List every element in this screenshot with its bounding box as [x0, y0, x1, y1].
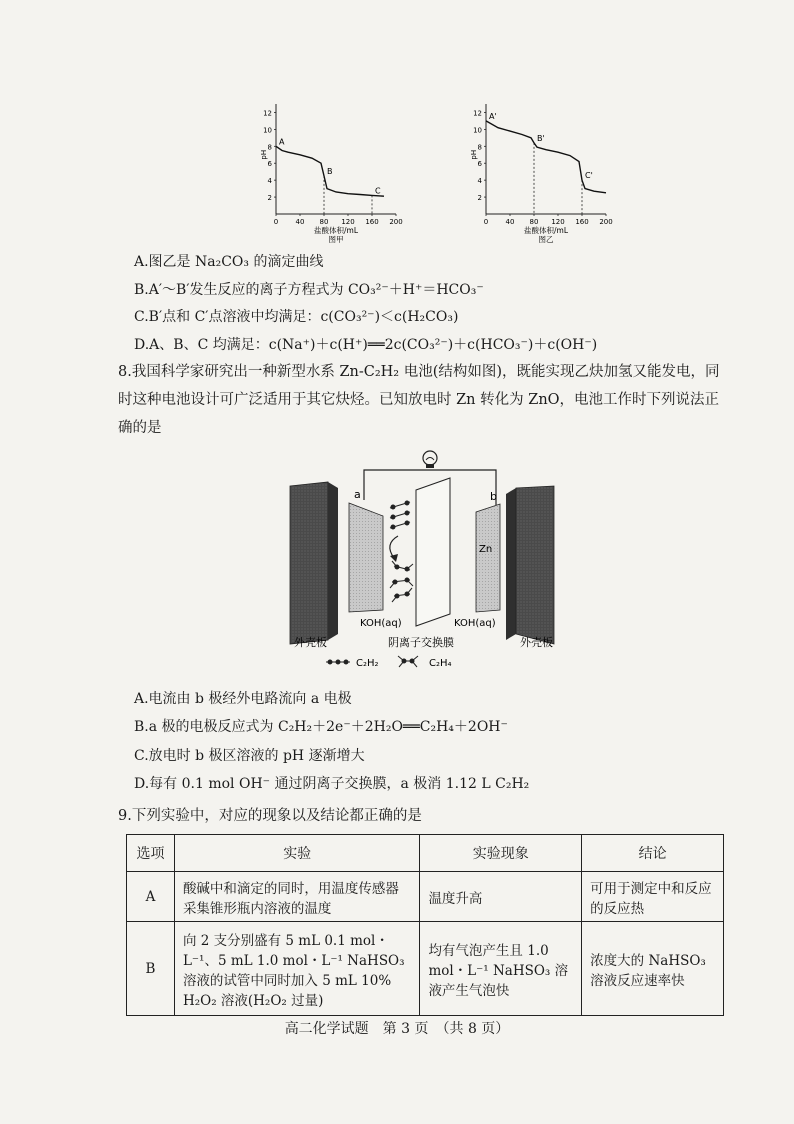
y-tick-label: 2 [477, 194, 482, 203]
header-experiment: 实验 [174, 835, 420, 872]
experiment-table [126, 834, 724, 1016]
header-conclusion: 结论 [582, 835, 724, 872]
electrode-b [476, 504, 500, 612]
zn-label: Zn [479, 544, 493, 555]
shell-right-label: 外壳板 [520, 636, 553, 649]
row-a-phenomenon: 温度升高 [420, 872, 582, 922]
x-tick-label: 160 [575, 218, 589, 226]
y-tick-label: 10 [473, 126, 482, 135]
q8-option-c: C.放电时 b 极区溶液的 pH 逐渐增大 [134, 748, 365, 764]
q9-stem: 9.下列实验中，对应的现象以及结论都正确的是 [118, 808, 422, 824]
chart-jia [258, 96, 418, 246]
row-b-experiment: 向 2 支分别盛有 5 mL 0.1 mol・L⁻¹、5 mL 1.0 mol・L⁻¹ NaHSO₃ 溶液的试管中同时加入 5 mL 10% H₂O₂ 溶液(H₂O₂ 过量) [174, 922, 420, 1016]
bulb-icon [423, 451, 437, 468]
q8-option-b: B.a 极的电极反应式为 C₂H₂＋2e⁻＋2H₂O══C₂H₄＋2OH⁻ [134, 719, 508, 735]
x-tick-label: 40 [295, 218, 305, 226]
y-tick-label: 2 [267, 194, 272, 203]
x-tick-label: 0 [483, 218, 489, 226]
page-footer: 高二化学试题 第 3 页 （共 8 页） [284, 1021, 510, 1037]
q8-stem: 8.我国科学家研究出一种新型水系 Zn-C₂H₂ 电池(结构如图)，既能实现乙炔加氢又能发电，同时这种电池设计可广泛适用于其它炔烃。已知放电时 Zn 转化为 ZnO，电池工作时下列说法正确的是 [118, 364, 720, 436]
point-label: C' [585, 171, 593, 181]
q7-option-c: C.B′点和 C′点溶液中均满足：c(CO₃²⁻)＜c(H₂CO₃) [134, 309, 459, 325]
y-tick-label: 6 [267, 160, 272, 169]
table-header-row [127, 835, 724, 872]
x-tick-label: 80 [529, 218, 539, 226]
electrode-b-label: b [490, 490, 497, 503]
y-axis-label: pH [260, 149, 268, 160]
table-row [127, 922, 724, 1016]
q7-option-d: D.A、B、C 均满足：c(Na⁺)＋c(H⁺)══2c(CO₃²⁻)＋c(HCO₃⁻)＋c(OH⁻) [134, 337, 598, 353]
x-tick-label: 200 [599, 218, 613, 226]
x-tick-label: 200 [389, 218, 403, 226]
y-tick-label: 6 [477, 160, 482, 169]
q7-option-a: A.图乙是 Na₂CO₃ 的滴定曲线 [134, 254, 324, 270]
q8-option-d: D.每有 0.1 mol OH⁻ 通过阴离子交换膜，a 极消 1.12 L C₂H₂ [134, 776, 530, 792]
point-label: B' [537, 133, 545, 143]
x-tick-label: 80 [319, 218, 329, 226]
q7-option-b: B.A′～B′发生反应的离子方程式为 CO₃²⁻＋H⁺＝HCO₃⁻ [134, 282, 484, 298]
row-b-phenomenon: 均有气泡产生且 1.0 mol・L⁻¹ NaHSO₃ 溶液产生气泡快 [420, 922, 582, 1016]
point-label: C [375, 186, 381, 196]
y-tick-label: 8 [477, 143, 482, 152]
x-axis-label: 盐酸体积/mL [313, 226, 359, 235]
y-tick-label: 10 [263, 126, 272, 135]
x-tick-label: 40 [505, 218, 515, 226]
legend-c2h2-symbol [326, 660, 350, 664]
electrode-a [349, 503, 383, 612]
c2h4-molecules [390, 561, 413, 602]
x-tick-label: 120 [341, 218, 355, 226]
x-tick-label: 120 [551, 218, 565, 226]
y-tick-label: 4 [477, 177, 482, 186]
chart-caption: 图甲 [328, 235, 344, 244]
row-a-experiment: 酸碱中和滴定的同时，用温度传感器采集锥形瓶内溶液的温度 [174, 872, 420, 922]
point-label: A [279, 137, 285, 147]
shell-plate-left [290, 482, 328, 644]
chart-caption: 图乙 [538, 235, 554, 244]
electrode-a-label: a [354, 488, 361, 501]
y-tick-label: 12 [473, 109, 482, 118]
x-axis-label: 盐酸体积/mL [523, 226, 569, 235]
koh-left-label: KOH(aq) [360, 618, 402, 629]
titration-curve [486, 121, 606, 193]
table-row [127, 872, 724, 922]
y-tick-label: 8 [267, 143, 272, 152]
membrane-label: 阴离子交换膜 [388, 636, 454, 649]
q8-option-a: A.电流由 b 极经外电路流向 a 电极 [134, 691, 352, 707]
anion-exchange-membrane [416, 478, 450, 626]
row-b-conclusion: 浓度大的 NaHSO₃ 溶液反应速率快 [582, 922, 724, 1016]
y-axis-label: pH [470, 149, 478, 160]
point-label: B [327, 166, 333, 176]
y-tick-label: 4 [267, 177, 272, 186]
x-tick-label: 160 [365, 218, 379, 226]
x-tick-label: 0 [273, 218, 279, 226]
legend-c2h4-symbol [398, 656, 418, 667]
chart-yi [468, 96, 628, 246]
shell-left-label: 外壳板 [294, 636, 327, 649]
row-a-option: A [127, 872, 175, 922]
row-b-option: B [127, 922, 175, 1016]
koh-right-label: KOH(aq) [454, 618, 496, 629]
header-option: 选项 [127, 835, 175, 872]
battery-diagram [286, 448, 586, 670]
legend-c2h2-label: C₂H₂ [356, 658, 379, 669]
y-tick-label: 12 [263, 109, 272, 118]
point-label: A' [489, 111, 497, 121]
c2h2-molecules [390, 501, 410, 529]
legend-c2h4-label: C₂H₄ [429, 658, 452, 669]
shell-plate-right [516, 486, 554, 644]
header-phenomenon: 实验现象 [420, 835, 582, 872]
row-a-conclusion: 可用于测定中和反应的反应热 [582, 872, 724, 922]
